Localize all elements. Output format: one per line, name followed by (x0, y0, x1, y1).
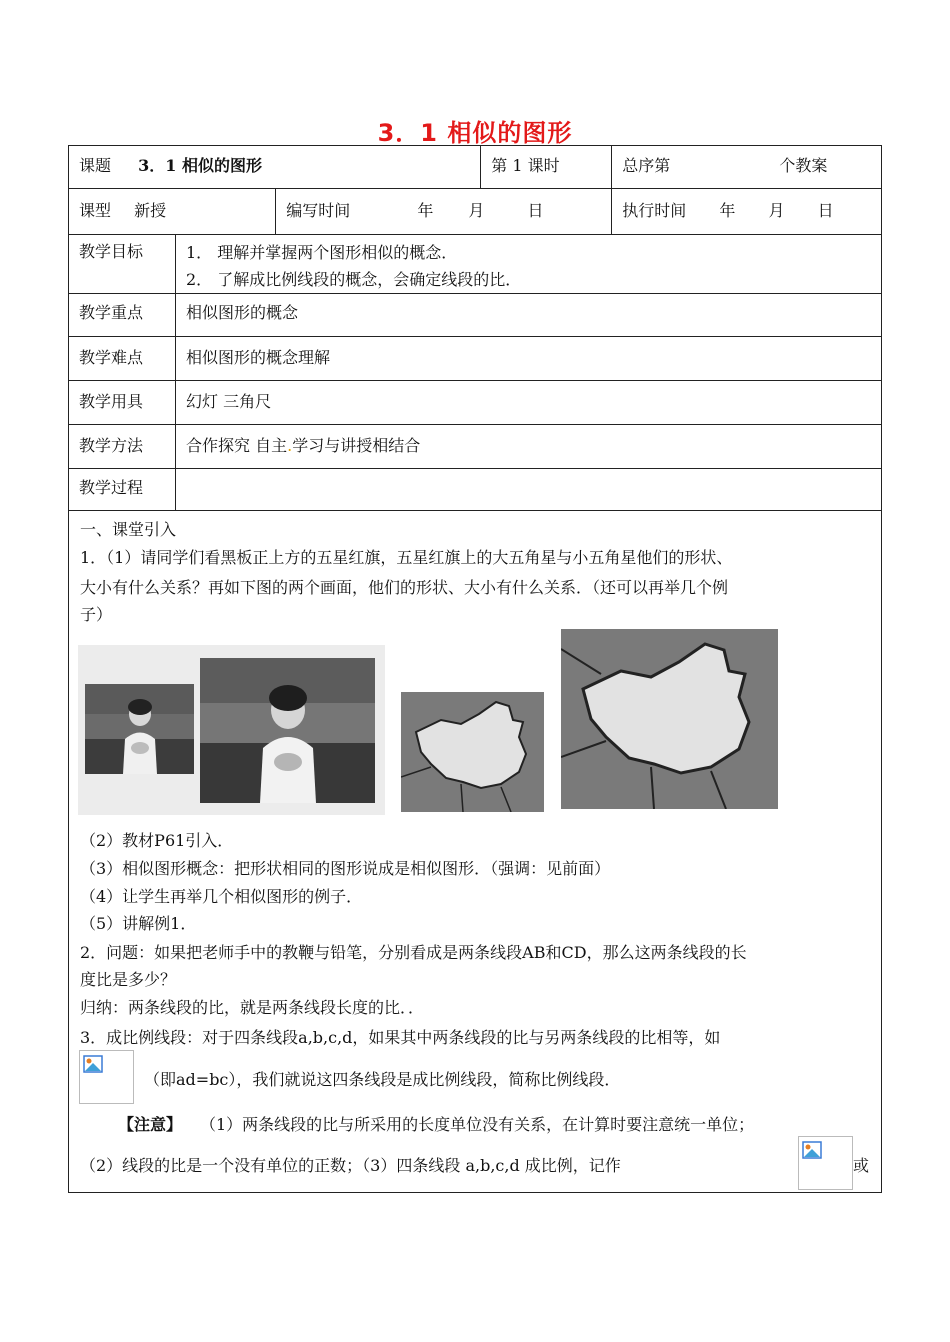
small-child-photo (85, 684, 194, 774)
question-line1: 2．问题：如果把老师手中的教鞭与铅笔，分别看成是两条线段AB和CD，那么这两条线段的长 (80, 943, 747, 962)
row-label-process: 教学过程 (69, 469, 176, 511)
proportion-line2: （即ad=bc），我们就说这四条线段是成比例线段，简称比例线段． (144, 1070, 621, 1089)
exec-day: 日 (817, 201, 834, 220)
topic-value: 3．1 相似的图形 (138, 156, 262, 175)
broken-image-icon (83, 1055, 105, 1075)
note-line2: （2）线段的比是一个没有单位的正数；（3）四条线段 a,b,c,d 成比例，记作 (80, 1156, 621, 1175)
page-title: 3．1 相似的图形 (377, 119, 573, 147)
step-2: （2）教材P61引入． (80, 831, 234, 850)
para1-line1: 1．（1）请同学们看黑板正上方的五星红旗，五星红旗上的大五角星与小五角星他们的形状、 (80, 548, 733, 567)
lesson-number: 第 1 课时 (481, 146, 612, 189)
step-4: （4）让学生再举几个相似图形的例子． (80, 887, 363, 906)
lesson-header-table (68, 145, 882, 511)
exec-year: 年 (719, 201, 736, 220)
formula-image-placeholder (79, 1050, 134, 1104)
row-value-goals (176, 235, 882, 294)
total-number-cell (612, 146, 882, 189)
write-year: 年 (417, 201, 434, 220)
note-line1: （1）两条线段的比与所采用的长度单位没有关系，在计算时要注意统一单位； (200, 1115, 755, 1134)
small-china-map (401, 692, 544, 812)
note-tail: 或 (853, 1156, 870, 1175)
total-label: 总序第 (622, 156, 671, 175)
topic-cell (69, 146, 481, 189)
para1-line3: 子） (80, 605, 113, 624)
question-line2: 度比是多少？ (80, 970, 177, 989)
broken-image-icon (802, 1141, 824, 1161)
total-suffix: 个教案 (779, 156, 828, 175)
conclusion-line: 归纳：两条线段的比，就是两条线段长度的比．． (80, 998, 425, 1017)
note-label (118, 1112, 182, 1135)
write-time-label: 编写时间 (286, 201, 351, 220)
exec-time-cell (612, 189, 882, 235)
row-value-difficulty: 相似图形的概念理解 (176, 337, 882, 381)
large-china-map (561, 629, 778, 809)
para1-line2: 大小有什么关系？再如下图的两个画面，他们的形状、大小有什么关系．（还可以再举几个例 (80, 578, 729, 597)
write-day: 日 (527, 201, 544, 220)
exec-time-label: 执行时间 (622, 201, 687, 220)
row-value-tools: 幻灯 三角尺 (176, 381, 882, 425)
exec-month: 月 (768, 201, 785, 220)
formula-image-placeholder-2 (798, 1136, 853, 1190)
goal-line-2: 2． 了解成比例线段的概念，会确定线段的比． (186, 270, 522, 289)
proportion-line1: 3．成比例线段：对于四条线段a,b,c,d，如果其中两条线段的比与另两条线段的比相等，如 (80, 1028, 721, 1047)
row-value-focus: 相似图形的概念 (176, 294, 882, 337)
write-month: 月 (468, 201, 485, 220)
large-child-photo (200, 658, 375, 803)
step-3: （3）相似图形概念：把形状相同的图形说成是相似图形．（强调：见前面） (80, 859, 611, 878)
type-cell (69, 189, 276, 235)
row-label-goals: 教学目标 (69, 235, 176, 294)
type-value: 新授 (134, 201, 167, 220)
note-label-text: 【注意】 (118, 1115, 183, 1134)
row-value-process (176, 469, 882, 511)
row-label-focus: 教学重点 (69, 294, 176, 337)
row-label-tools: 教学用具 (69, 381, 176, 425)
section-intro-heading: 一、课堂引入 (80, 520, 177, 539)
topic-label: 课题 (79, 156, 112, 175)
row-label-method: 教学方法 (69, 425, 176, 469)
step-5: （5）讲解例1． (80, 914, 197, 933)
goal-line-1: 1． 理解并掌握两个图形相似的概念． (186, 243, 458, 262)
type-label: 课型 (79, 201, 112, 220)
write-time-cell (276, 189, 612, 235)
row-value-method: 合作探究 自主.学习与讲授相结合 (176, 425, 882, 469)
row-label-difficulty: 教学难点 (69, 337, 176, 381)
